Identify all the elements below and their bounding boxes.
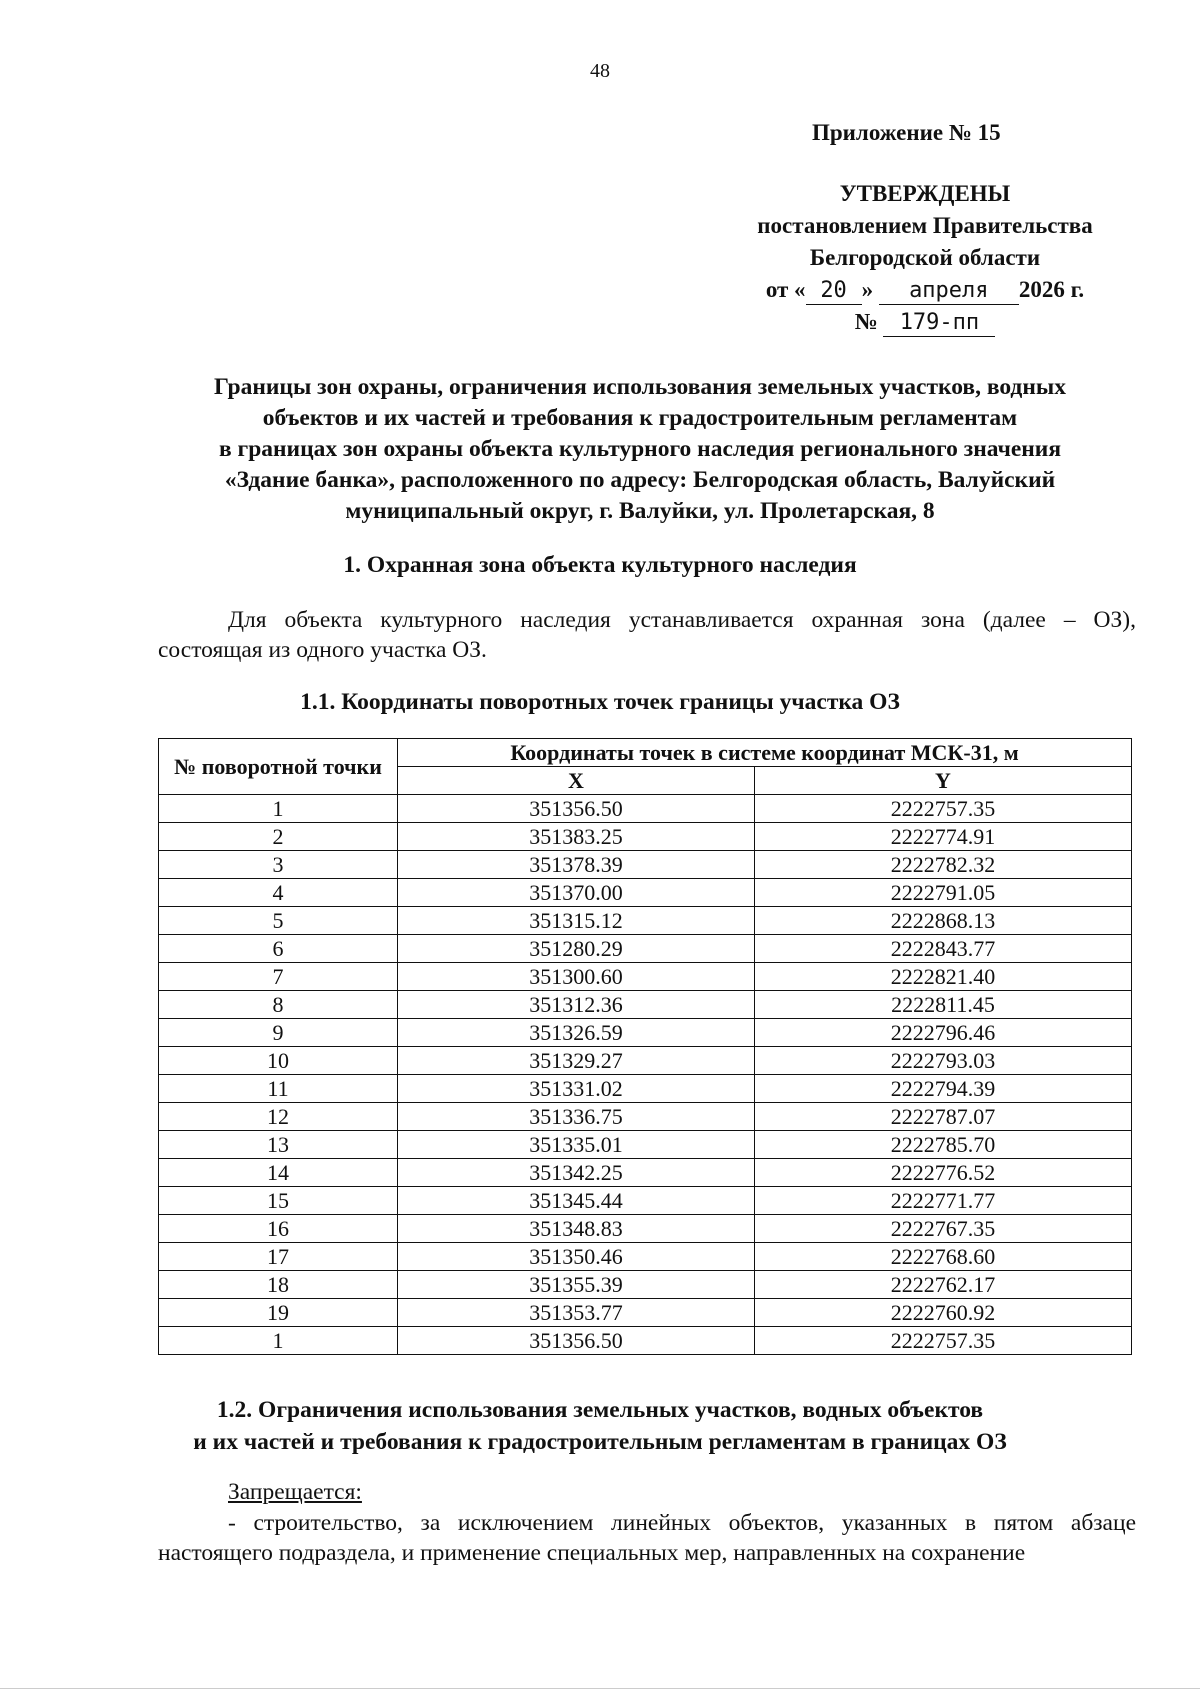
col-coords-header: Координаты точек в системе координат МСК-31, м <box>398 739 1132 767</box>
number-value: 179-пп <box>883 310 995 337</box>
cell-x: 351348.83 <box>398 1215 755 1243</box>
coordinates-table-body <box>159 795 1132 1355</box>
cell-y: 2222782.32 <box>755 851 1132 879</box>
cell-y: 2222787.07 <box>755 1103 1132 1131</box>
cell-x: 351345.44 <box>398 1187 755 1215</box>
title-line-2: объектов и их частей и требования к градостроительным регламентам <box>262 405 1018 431</box>
section-1-2-heading-line-1: 1.2. Ограничения использования земельных участков, водных объектов <box>216 1397 984 1423</box>
cell-x: 351331.02 <box>398 1075 755 1103</box>
cell-x: 351312.36 <box>398 991 755 1019</box>
table-row <box>159 1103 1132 1131</box>
cell-x: 351280.29 <box>398 935 755 963</box>
section-1-1-heading: 1.1. Координаты поворотных точек границы участка ОЗ <box>300 689 900 715</box>
table-row <box>159 851 1132 879</box>
cell-y: 2222767.35 <box>755 1215 1132 1243</box>
page-number: 48 <box>590 60 610 82</box>
approval-date <box>700 274 1150 306</box>
table-row <box>159 1159 1132 1187</box>
cell-point: 4 <box>159 879 398 907</box>
prohibited-text: Запрещается: <box>228 1479 362 1505</box>
cell-x: 351350.46 <box>398 1243 755 1271</box>
cell-x: 351353.77 <box>398 1299 755 1327</box>
number-prefix: № <box>854 309 878 334</box>
table-row <box>159 879 1132 907</box>
cell-point: 14 <box>159 1159 398 1187</box>
cell-x: 351342.25 <box>398 1159 755 1187</box>
cell-point: 18 <box>159 1271 398 1299</box>
cell-y: 2222760.92 <box>755 1299 1132 1327</box>
table-row <box>159 1243 1132 1271</box>
scan-edge-line <box>0 1688 1200 1689</box>
section-1-heading: 1. Охранная зона объекта культурного наследия <box>343 552 857 578</box>
table-row <box>159 1215 1132 1243</box>
title-line-5: муниципальный округ, г. Валуйки, ул. Пролетарская, 8 <box>345 498 935 524</box>
table-row <box>159 963 1132 991</box>
title-line-4: «Здание банка», расположенного по адресу: Белгородская область, Валуйский <box>224 467 1056 493</box>
section-1-2-heading <box>0 1394 1200 1458</box>
approved-line-2: Белгородской области <box>809 245 1041 270</box>
cell-y: 2222776.52 <box>755 1159 1132 1187</box>
col-x-header: X <box>398 767 755 795</box>
cell-y: 2222768.60 <box>755 1243 1132 1271</box>
cell-point: 12 <box>159 1103 398 1131</box>
prohibited-label <box>228 1477 528 1507</box>
cell-y: 2222771.77 <box>755 1187 1132 1215</box>
cell-point: 16 <box>159 1215 398 1243</box>
cell-y: 2222843.77 <box>755 935 1132 963</box>
cell-point: 1 <box>159 795 398 823</box>
col-point-header: № поворотной точки <box>159 739 398 795</box>
col-y-header: Y <box>755 767 1132 795</box>
cell-x: 351336.75 <box>398 1103 755 1131</box>
date-mid: » <box>861 277 874 302</box>
title-line-1: Границы зон охраны, ограничения использования земельных участков, водных <box>214 374 1066 400</box>
cell-y: 2222811.45 <box>755 991 1132 1019</box>
table-row <box>159 1047 1132 1075</box>
cell-point: 7 <box>159 963 398 991</box>
cell-point: 3 <box>159 851 398 879</box>
cell-y: 2222785.70 <box>755 1131 1132 1159</box>
cell-y: 2222796.46 <box>755 1019 1132 1047</box>
section-1-paragraph: Для объекта культурного наследия устанавливается охранная зона (далее – ОЗ), состоящая из одного участка ОЗ. <box>158 607 1136 663</box>
cell-x: 351356.50 <box>398 795 755 823</box>
coordinates-table <box>158 738 1132 1355</box>
date-month: апреля <box>879 278 1019 305</box>
cell-point: 9 <box>159 1019 398 1047</box>
table-row <box>159 1271 1132 1299</box>
date-year: 2026 г. <box>1018 277 1085 302</box>
cell-x: 351300.60 <box>398 963 755 991</box>
cell-point: 6 <box>159 935 398 963</box>
cell-x: 351326.59 <box>398 1019 755 1047</box>
cell-point: 19 <box>159 1299 398 1327</box>
cell-y: 2222794.39 <box>755 1075 1132 1103</box>
cell-y: 2222821.40 <box>755 963 1132 991</box>
table-row <box>159 1131 1132 1159</box>
cell-point: 17 <box>159 1243 398 1271</box>
title-line-3: в границах зон охраны объекта культурного наследия регионального значения <box>218 436 1062 462</box>
document-title <box>140 372 1140 527</box>
cell-point: 8 <box>159 991 398 1019</box>
cell-y: 2222793.03 <box>755 1047 1132 1075</box>
approval-block <box>700 178 1150 338</box>
appendix-label: Приложение № 15 <box>812 120 1001 145</box>
table-row <box>159 1019 1132 1047</box>
approval-number <box>700 306 1150 338</box>
cell-x: 351378.39 <box>398 851 755 879</box>
cell-point: 5 <box>159 907 398 935</box>
table-row <box>159 795 1132 823</box>
table-row <box>159 991 1132 1019</box>
cell-point: 13 <box>159 1131 398 1159</box>
cell-y: 2222762.17 <box>755 1271 1132 1299</box>
prohibited-item-1: - строительство, за исключением линейных объектов, указанных в пятом абзаце настоящего подраздела, и применение специальных мер, направленных на сохранение <box>158 1510 1136 1566</box>
cell-x: 351315.12 <box>398 907 755 935</box>
table-row <box>159 907 1132 935</box>
cell-x: 351355.39 <box>398 1271 755 1299</box>
cell-y: 2222757.35 <box>755 1327 1132 1355</box>
date-day: 20 <box>806 278 862 305</box>
cell-x: 351329.27 <box>398 1047 755 1075</box>
section-1-2-heading-line-2: и их частей и требования к градостроительным регламентам в границах ОЗ <box>193 1429 1007 1455</box>
cell-y: 2222868.13 <box>755 907 1132 935</box>
cell-y: 2222791.05 <box>755 879 1132 907</box>
cell-point: 1 <box>159 1327 398 1355</box>
table-row <box>159 1327 1132 1355</box>
approved-line-1: постановлением Правительства <box>757 213 1093 238</box>
cell-point: 11 <box>159 1075 398 1103</box>
cell-y: 2222757.35 <box>755 795 1132 823</box>
cell-x: 351370.00 <box>398 879 755 907</box>
cell-point: 10 <box>159 1047 398 1075</box>
cell-x: 351356.50 <box>398 1327 755 1355</box>
cell-point: 15 <box>159 1187 398 1215</box>
cell-x: 351335.01 <box>398 1131 755 1159</box>
table-row <box>159 935 1132 963</box>
cell-point: 2 <box>159 823 398 851</box>
table-row <box>159 823 1132 851</box>
date-prefix: от « <box>765 277 806 302</box>
table-row <box>159 1187 1132 1215</box>
approved-heading: УТВЕРЖДЕНЫ <box>839 181 1011 206</box>
cell-x: 351383.25 <box>398 823 755 851</box>
cell-y: 2222774.91 <box>755 823 1132 851</box>
table-row <box>159 1075 1132 1103</box>
table-row <box>159 1299 1132 1327</box>
